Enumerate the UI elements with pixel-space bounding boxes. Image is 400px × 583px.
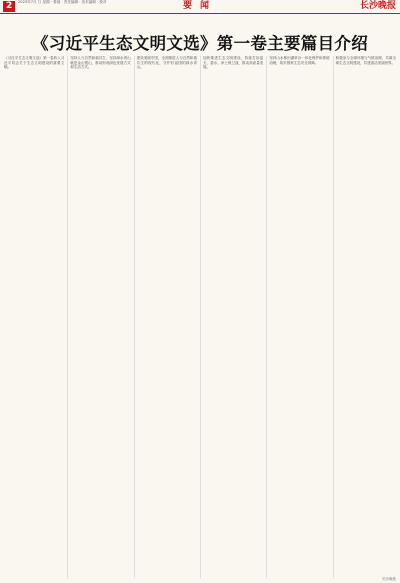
paragraph: 积极参与全球环境与气候治理，共谋全球生态文明建设，共建清洁美丽世界。 xyxy=(335,56,396,65)
paragraph: 加快推进生态文明建设，持续打好蓝天、碧水、净土保卫战，推动高质量发展。 xyxy=(202,56,264,70)
masthead xyxy=(0,0,400,14)
headline: 《习近平生态文明文选》第一卷主要篇目介绍 xyxy=(32,34,368,53)
column-4 xyxy=(200,56,263,578)
column-6 xyxy=(333,56,396,578)
column-5 xyxy=(266,56,329,578)
paragraph: 建设美丽中国，全面推进人与自然和谐共生的现代化，守护好祖国的绿水青山。 xyxy=(136,56,197,70)
paragraph: 《习近平生态文明文选》第一卷收入习近平同志关于生态文明建设的重要文稿。 xyxy=(4,56,65,70)
paper-logo: 长沙晚报 xyxy=(359,1,396,11)
date-line: 2023年7月 日 星期 · 要闻 · 责任编辑 · 美术编辑 · 校对 xyxy=(18,0,107,4)
article-body xyxy=(4,56,396,578)
page-number: 2 xyxy=(3,1,15,12)
paragraph: 坚持人与自然和谐共生，坚持绿水青山就是金山银山，推动形成绿色发展方式和生活方式。 xyxy=(70,56,131,70)
footer: 长沙晚报 xyxy=(382,577,396,581)
column-2 xyxy=(67,56,130,578)
section-name: 要闻 xyxy=(182,1,217,11)
column-1 xyxy=(4,56,64,578)
paragraph: 坚持山水林田湖草沙一体化保护和系统治理，筑牢国家生态安全屏障。 xyxy=(269,56,330,65)
column-3 xyxy=(134,56,197,578)
